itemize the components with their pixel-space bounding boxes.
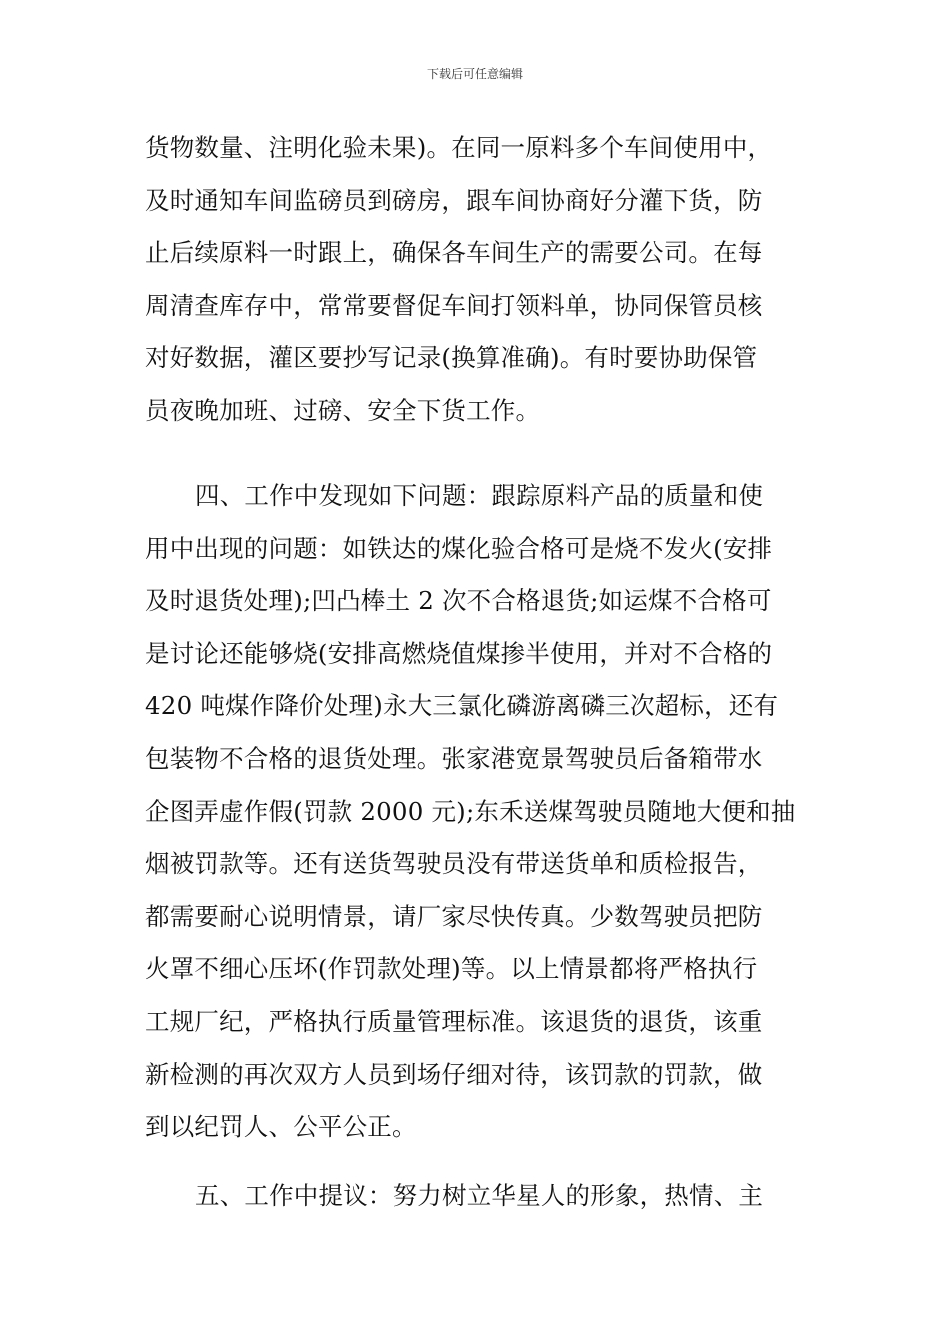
text-line: 新检测的再次双方人员到场仔细对待，该罚款的罚款，做 xyxy=(145,1059,763,1089)
text-line: 都需要耐心说明情景，请厂家尽快传真。少数驾驶员把防 xyxy=(145,901,763,931)
text-line: 周清查库存中，常常要督促车间打领料单，协同保管员核 xyxy=(145,290,763,320)
text-line: 对好数据，灌区要抄写记录(换算准确)。有时要协助保管 xyxy=(145,343,758,373)
text-line: 止后续原料一时跟上，确保各车间生产的需要公司。在每 xyxy=(145,238,763,268)
text-line: 烟被罚款等。还有送货驾驶员没有带送货单和质检报告， xyxy=(145,849,763,879)
text-line: 货物数量、注明化验未果)。在同一原料多个车间使用中， xyxy=(145,133,773,162)
paragraph-section-four xyxy=(145,470,805,1154)
text-line: 及时退货处理);凹凸棒土 2 次不合格退货;如运煤不合格可 xyxy=(145,586,772,616)
text-line: 用中出现的问题：如铁达的煤化验合格可是烧不发火(安排 xyxy=(145,533,773,563)
text-line: 是讨论还能够烧(安排高燃烧值煤掺半使用，并对不合格的 xyxy=(145,638,773,668)
text-line: 到以纪罚人、公平公正。 xyxy=(145,1112,417,1142)
paragraph-continuation xyxy=(145,122,805,438)
text-line: 四、工作中发现如下问题：跟踪原料产品的质量和使 xyxy=(195,481,764,510)
text-line: 火罩不细心压坏(作罚款处理)等。以上情景都将严格执行 xyxy=(145,954,758,984)
text-line: 员夜晚加班、过磅、安全下货工作。 xyxy=(145,395,541,425)
text-line: 工规厂纪，严格执行质量管理标准。该退货的退货，该重 xyxy=(145,1006,763,1036)
page-header: 下载后可任意编辑 xyxy=(426,67,523,81)
paragraph-section-five xyxy=(145,1170,805,1223)
text-line: 五、工作中提议：努力树立华星人的形象，热情、主 xyxy=(195,1181,764,1210)
text-line: 420 吨煤作降价处理)永大三氯化磷游离磷三次超标，还有 xyxy=(145,691,779,721)
text-line: 企图弄虚作假(罚款 2000 元);东禾送煤驾驶员随地大便和抽 xyxy=(145,796,796,826)
text-line: 及时通知车间监磅员到磅房，跟车间协商好分灌下货，防 xyxy=(145,185,763,215)
text-line: 包装物不合格的退货处理。张家港宽景驾驶员后备箱带水 xyxy=(145,743,763,773)
